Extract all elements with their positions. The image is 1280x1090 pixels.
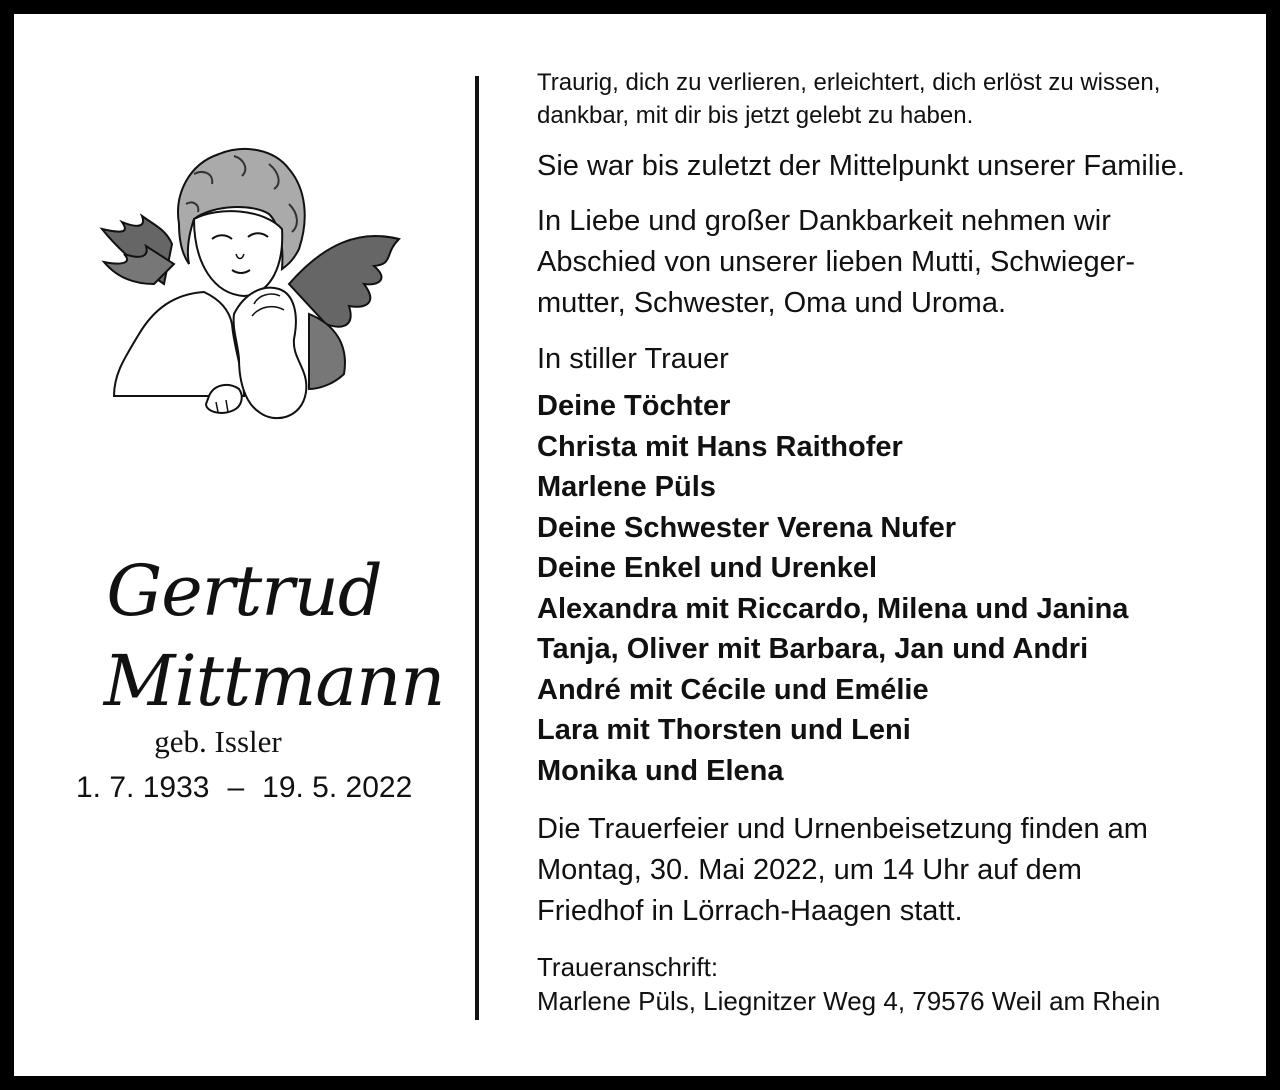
center-of-family-text: Sie war bis zuletzt der Mittelpunkt unserer Familie. [537,150,1185,182]
list-item: Lara mit Thorsten und Leni [537,714,911,746]
in-mourning-label: In stiller Trauer [537,343,729,375]
funeral-line-2: Montag, 30. Mai 2022, um 14 Uhr auf dem [537,854,1082,886]
family-list [537,386,1257,791]
list-item: Deine Schwester Verena Nufer [537,511,957,544]
list-item: Marlene Püls [537,471,716,503]
list-item: Tanja, Oliver mit Barbara, Jan und Andri [537,633,1089,665]
list-item: Deine Töchter [537,390,731,422]
address-label: Traueranschrift: [537,952,719,982]
funeral-info [537,809,1257,932]
list-item: Deine Enkel und Urenkel [537,552,878,584]
mourning-address [537,950,1257,1018]
funeral-line-1: Die Trauerfeier und Urnenbeisetzung finden am [537,813,1148,845]
motto-line-2: dankbar, mit dir bis jetzt gelebt zu haben. [537,102,974,129]
life-dates [76,771,476,805]
list-item: André mit Cécile und Emélie [537,673,929,706]
farewell-line-3: mutter, Schwester, Oma und Uroma. [537,287,1007,319]
funeral-line-3: Friedhof in Lörrach-Haagen statt. [537,895,963,927]
deceased-last-name: Mittmann [103,640,445,722]
date-separator: – [227,771,245,804]
address-text: Marlene Püls, Liegnitzer Weg 4, 79576 Weil am Rhein [537,986,1161,1016]
motto [537,66,1257,132]
farewell-line-2: Abschied von unserer lieben Mutti, Schwieger- [537,246,1136,278]
angel-icon [94,134,404,434]
farewell-line-1: In Liebe und großer Dankbarkeit nehmen wir [537,205,1111,237]
list-item: Monika und Elena [537,754,784,787]
birth-date: 1. 7. 1933 [76,771,210,804]
list-item: Christa mit Hans Raithofer [537,430,903,463]
left-column [54,124,454,844]
motto-line-1: Traurig, dich zu verlieren, erleichtert, dich erlöst zu wissen, [537,69,1161,96]
death-date: 19. 5. 2022 [262,771,413,804]
deceased-first-name: Gertrud [106,550,382,632]
list-item: Alexandra mit Riccardo, Milena und Janina [537,592,1129,625]
right-column [537,66,1257,1018]
column-divider [475,76,479,1020]
maiden-name: geb. Issler [154,724,282,759]
farewell-text [537,201,1257,324]
